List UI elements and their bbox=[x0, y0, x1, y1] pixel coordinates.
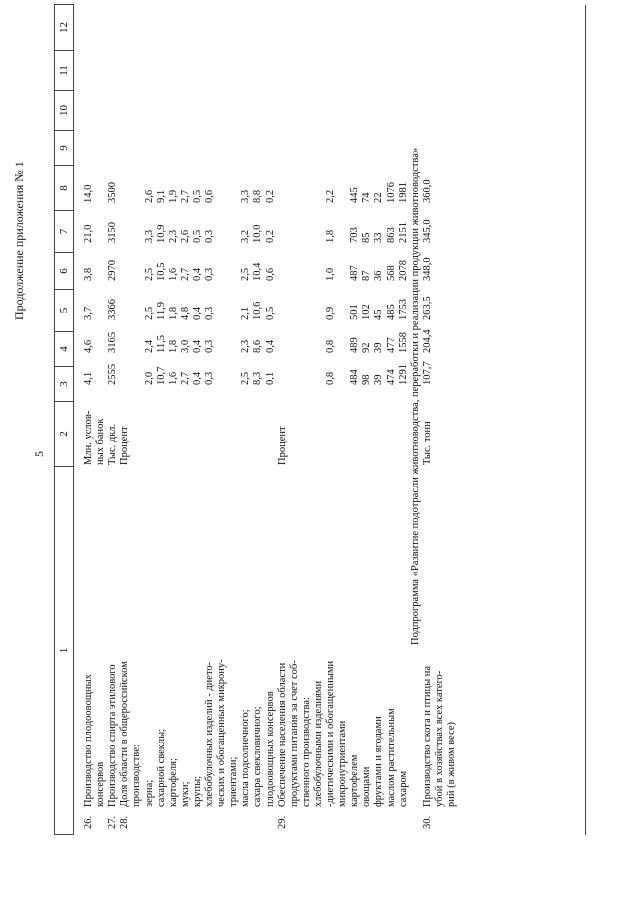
row-value: 1,8 bbox=[167, 339, 179, 353]
row-value: 2,5 bbox=[143, 306, 155, 320]
row-number: 29. bbox=[276, 815, 288, 829]
row-value: 10,9 bbox=[155, 224, 167, 243]
row-value: 0,6 bbox=[264, 267, 276, 281]
row-value: 1291 bbox=[397, 364, 409, 385]
row-value: 0,3 bbox=[204, 339, 215, 353]
row-value: 0,5 bbox=[191, 229, 203, 243]
row-value: 1753 bbox=[397, 299, 409, 320]
row-value: 0,8 bbox=[325, 339, 336, 353]
row-value: 1,9 bbox=[167, 189, 179, 203]
row-value: 0,4 bbox=[191, 306, 203, 320]
row-value: 1,6 bbox=[167, 267, 179, 281]
row-value: 2151 bbox=[397, 222, 409, 243]
row-label: сахара свекловичного; bbox=[252, 706, 264, 807]
row-value: 1,6 bbox=[167, 371, 179, 385]
row-value: 1,8 bbox=[167, 306, 179, 320]
row-value: 2,2 bbox=[325, 189, 336, 203]
row-value: 703 bbox=[349, 227, 361, 243]
row-unit: Тыс. дкл. bbox=[107, 423, 119, 465]
row-value: 22 bbox=[373, 192, 385, 203]
row-value: 263,5 bbox=[421, 296, 433, 320]
row-value: 0,4 bbox=[264, 339, 276, 353]
row-label: Производство скота и птицы на bbox=[421, 665, 433, 807]
row-value: 4,6 bbox=[83, 339, 94, 353]
continuation-label: Продолжение приложения № 1 bbox=[12, 161, 26, 320]
row-value: 74 bbox=[361, 192, 373, 203]
row-value: 0,2 bbox=[264, 189, 276, 203]
row-value: 2,5 bbox=[240, 371, 252, 385]
row-value: 477 bbox=[385, 337, 397, 353]
row-value: 0,1 bbox=[264, 371, 276, 385]
col-header: 3 bbox=[55, 367, 74, 402]
row-label: Доля области в общероссийском bbox=[119, 661, 131, 807]
col-header: 12 bbox=[55, 5, 74, 51]
row-value: 85 bbox=[361, 232, 373, 243]
col-header: 6 bbox=[55, 253, 74, 290]
row-label: картофелем bbox=[349, 754, 361, 807]
row-value: 10,6 bbox=[252, 301, 264, 320]
row-value: 445 bbox=[349, 187, 361, 203]
row-label: продуктами питания за счет соб- bbox=[288, 660, 300, 807]
row-value: 92 bbox=[361, 342, 373, 353]
row-value: 0,2 bbox=[264, 229, 276, 243]
row-value: 2,3 bbox=[240, 339, 252, 353]
row-value: 4,8 bbox=[179, 306, 191, 320]
row-value: 98 bbox=[361, 374, 373, 385]
row-value: 0,3 bbox=[204, 267, 215, 281]
subprogram-title: Подпрограмма «Развитие подотрасли животноводства, переработки и реализации продукции животноводства» bbox=[409, 147, 421, 645]
row-value: 0,9 bbox=[325, 306, 336, 320]
row-value: 45 bbox=[373, 309, 385, 320]
col-header: 7 bbox=[55, 211, 74, 253]
row-value: 39 bbox=[373, 374, 385, 385]
row-value: 484 bbox=[349, 369, 361, 385]
row-value: 2,4 bbox=[143, 339, 155, 353]
row-value: 87 bbox=[361, 270, 373, 281]
row-value: 8,6 bbox=[252, 339, 264, 353]
row-value: 485 bbox=[385, 304, 397, 320]
row-value: 0,4 bbox=[191, 371, 203, 385]
row-value: 0,6 bbox=[204, 189, 215, 203]
row-number: 28. bbox=[119, 815, 131, 829]
row-value: 863 bbox=[385, 227, 397, 243]
row-label: плодоовощных консервов bbox=[264, 691, 276, 807]
row-label: рий (в живом весе) bbox=[446, 721, 457, 807]
row-value: 36 bbox=[373, 270, 385, 281]
row-label: крупы; bbox=[191, 775, 203, 807]
row-value: 4,1 bbox=[83, 371, 94, 385]
row-value: 2,7 bbox=[179, 189, 191, 203]
row-value: 2,5 bbox=[143, 267, 155, 281]
row-label: фруктами и ягодами bbox=[373, 716, 385, 807]
col-header: 8 bbox=[55, 166, 74, 211]
col-header: 9 bbox=[55, 131, 74, 166]
row-value: 0,3 bbox=[204, 371, 215, 385]
row-value: 3366 bbox=[107, 299, 119, 320]
row-label: сахарной свеклы; bbox=[155, 728, 167, 807]
row-value: 39 bbox=[373, 342, 385, 353]
row-value: 11,5 bbox=[155, 335, 167, 353]
row-number: 26. bbox=[83, 815, 94, 829]
col-header: 4 bbox=[55, 332, 74, 367]
row-label: Производство плодоовощных bbox=[83, 674, 94, 807]
row-label: маслом растительным bbox=[385, 708, 397, 807]
row-unit: ных банок bbox=[95, 418, 107, 465]
row-value: 2,7 bbox=[179, 371, 191, 385]
row-value: 2,0 bbox=[143, 371, 155, 385]
row-label: производстве: bbox=[131, 744, 143, 807]
row-label: триентами; bbox=[228, 756, 240, 807]
row-value: 21,0 bbox=[83, 224, 94, 243]
row-value: 2,7 bbox=[179, 267, 191, 281]
row-value: 501 bbox=[349, 304, 361, 320]
row-value: 3500 bbox=[107, 182, 119, 203]
row-value: 102 bbox=[361, 304, 373, 320]
row-value: 1558 bbox=[397, 332, 409, 353]
row-unit: Тыс. тонн bbox=[421, 421, 433, 465]
col-header: 5 bbox=[55, 290, 74, 332]
row-value: 9,1 bbox=[155, 189, 167, 203]
col-header: 2 bbox=[55, 402, 74, 467]
header-table bbox=[54, 4, 74, 835]
row-value: 3,2 bbox=[240, 229, 252, 243]
row-value: 2,1 bbox=[240, 306, 252, 320]
row-value: 0,4 bbox=[191, 339, 203, 353]
row-value: 1,8 bbox=[325, 229, 336, 243]
row-number: 27. bbox=[107, 815, 119, 829]
row-number: 30. bbox=[421, 815, 433, 829]
row-value: 10,7 bbox=[155, 366, 167, 385]
row-label: Обеспечение населения области bbox=[276, 662, 288, 807]
row-value: 0,8 bbox=[325, 371, 336, 385]
row-value: 107,7 bbox=[421, 361, 433, 385]
row-label: картофеля; bbox=[167, 758, 179, 807]
col-header: 1 bbox=[55, 467, 74, 835]
row-unit: Процент bbox=[119, 426, 131, 465]
row-label: микронутриентами bbox=[337, 720, 349, 807]
row-value: 10,0 bbox=[252, 224, 264, 243]
row-value: 3165 bbox=[107, 332, 119, 353]
row-label: -диетическими и обогащенными bbox=[325, 660, 336, 807]
row-label: убой в хозяйствах всех катего- bbox=[433, 670, 445, 807]
row-value: 487 bbox=[349, 265, 361, 281]
row-value: 1,0 bbox=[325, 267, 336, 281]
column-number-row bbox=[55, 5, 74, 835]
row-value: 8,8 bbox=[252, 189, 264, 203]
row-value: 33 bbox=[373, 232, 385, 243]
row-value: 360,0 bbox=[421, 179, 433, 203]
col-header: 10 bbox=[55, 91, 74, 131]
row-value: 0,3 bbox=[204, 229, 215, 243]
row-label: консервов bbox=[95, 761, 107, 807]
row-value: 3150 bbox=[107, 222, 119, 243]
row-label: муки; bbox=[179, 781, 191, 807]
row-value: 1076 bbox=[385, 182, 397, 203]
row-value: 10,4 bbox=[252, 262, 264, 281]
row-value: 3,7 bbox=[83, 306, 94, 320]
row-value: 0,4 bbox=[191, 267, 203, 281]
row-value: 2,6 bbox=[179, 229, 191, 243]
row-label: зерна; bbox=[143, 779, 155, 807]
row-value: 3,8 bbox=[83, 267, 94, 281]
row-value: 204,4 bbox=[421, 329, 433, 353]
row-value: 14,0 bbox=[83, 184, 94, 203]
row-label: ческих и обогащенных микрону- bbox=[216, 659, 228, 807]
row-label: хлебобулочных изделий - дието- bbox=[204, 661, 215, 807]
row-value: 348,0 bbox=[421, 257, 433, 281]
row-value: 3,0 bbox=[179, 339, 191, 353]
row-value: 0,5 bbox=[191, 189, 203, 203]
row-label: хлебобулочными изделиями bbox=[312, 680, 324, 807]
row-label: овощами bbox=[361, 766, 373, 807]
row-label: ственного производства: bbox=[300, 697, 312, 807]
row-label: Производство спирта этилового bbox=[107, 664, 119, 807]
row-value: 2,6 bbox=[143, 189, 155, 203]
row-value: 1981 bbox=[397, 182, 409, 203]
page-number: 5 bbox=[32, 451, 46, 457]
row-value: 2970 bbox=[107, 260, 119, 281]
row-value: 345,0 bbox=[421, 219, 433, 243]
row-value: 568 bbox=[385, 265, 397, 281]
col-header: 11 bbox=[55, 51, 74, 91]
row-label: масла подсолнечного; bbox=[240, 709, 252, 807]
bottom-rule bbox=[585, 5, 586, 835]
row-unit: Млн. услов- bbox=[83, 410, 94, 465]
row-value: 8,3 bbox=[252, 371, 264, 385]
row-value: 2,5 bbox=[240, 267, 252, 281]
row-value: 11,9 bbox=[155, 302, 167, 320]
row-value: 3,3 bbox=[240, 189, 252, 203]
row-value: 0,5 bbox=[264, 306, 276, 320]
row-value: 474 bbox=[385, 369, 397, 385]
row-unit: Процент bbox=[276, 426, 288, 465]
row-label: сахаром bbox=[397, 770, 409, 807]
row-value: 489 bbox=[349, 337, 361, 353]
row-value: 2,3 bbox=[167, 229, 179, 243]
row-value: 3,3 bbox=[143, 229, 155, 243]
row-value: 10,5 bbox=[155, 262, 167, 281]
row-value: 2555 bbox=[107, 364, 119, 385]
row-value: 2078 bbox=[397, 260, 409, 281]
row-value: 0,3 bbox=[204, 306, 215, 320]
